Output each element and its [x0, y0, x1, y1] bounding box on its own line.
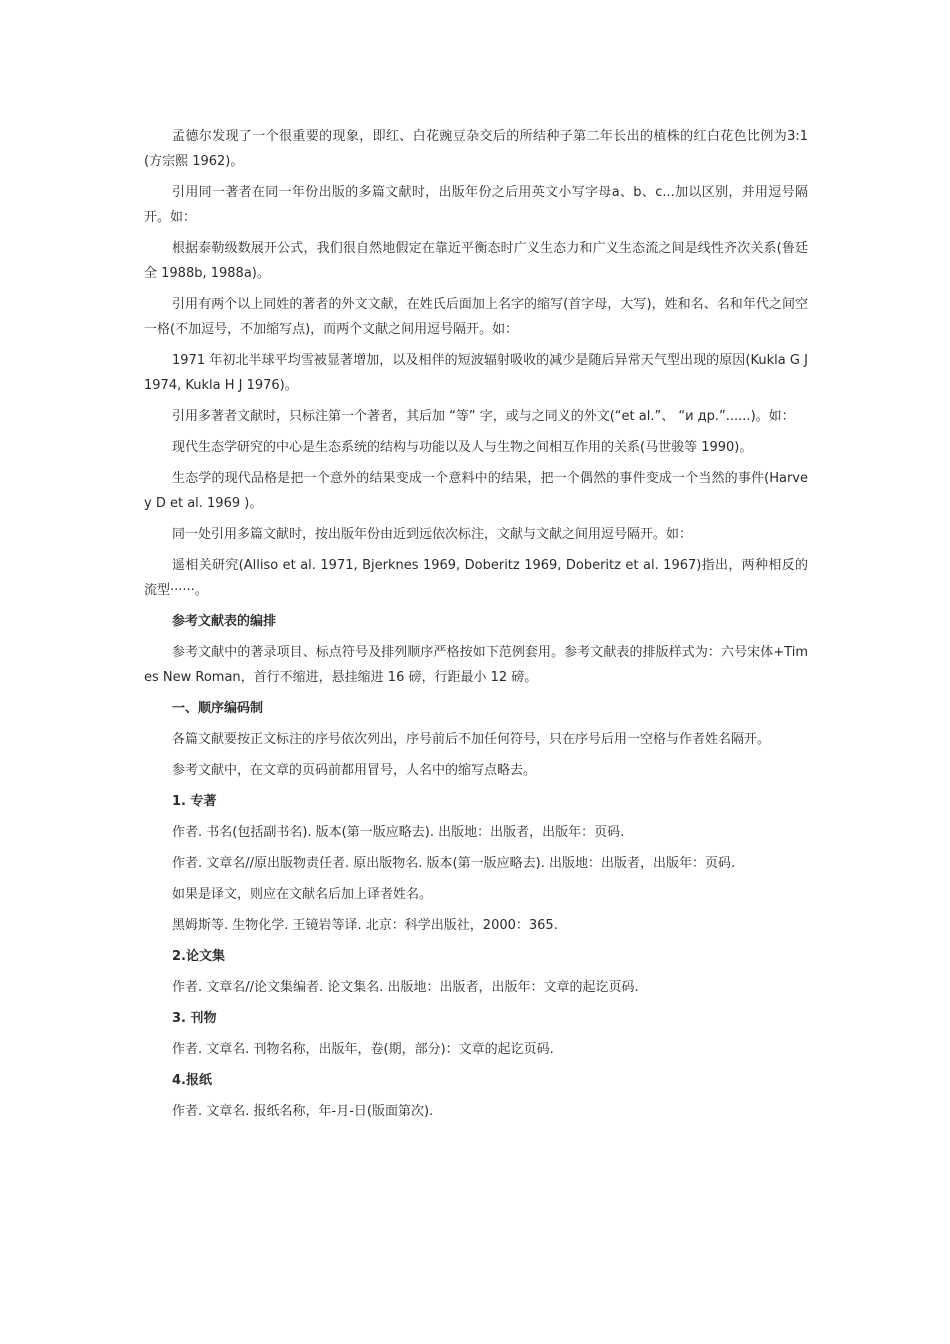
- paragraph: 生态学的现代品格是把一个意外的结果变成一个意料中的结果，把一个偶然的事件变成一个当然的事件(Harvey D et al. 1969 )。: [144, 471, 808, 511]
- reference-note: 如果是译文，则应在文献名后加上译者姓名。: [172, 887, 433, 902]
- paragraph: 根据泰勒级数展开公式，我们很自然地假定在靠近平衡态时广义生态力和广义生态流之间是线性齐次关系(鲁廷全 1988b, 1988a)。: [144, 241, 808, 281]
- reference-format: 作者. 文章名. 报纸名称，年-月-日(版面第次).: [172, 1104, 434, 1119]
- paragraph: 参考文献中的著录项目、标点符号及排列顺序严格按如下范例套用。参考文献表的排版样式为：六号宋体+Times New Roman，首行不缩进，悬挂缩进 16 磅，行距最小 12 磅。: [144, 645, 808, 685]
- paragraph: 遥相关研究(Alliso et al. 1971, Bjerknes 1969, Doberitz 1969, Doberitz et al. 1967)指出，两种相反的流型······。: [144, 558, 808, 598]
- reference-format: 作者. 文章名//原出版物责任者. 原出版物名. 版本(第一版应略去). 出版地：出版者，出版年：页码.: [172, 856, 736, 871]
- reference-example: 黑姆斯等. 生物化学. 王镜岩等译. 北京：科学出版社，2000：365.: [172, 918, 558, 933]
- subsection-heading: 2.论文集: [172, 949, 225, 964]
- subsection-heading: 1. 专著: [172, 794, 217, 809]
- paragraph: 引用有两个以上同姓的著者的外文文献，在姓氏后面加上名字的缩写(首字母，大写)，姓和名、名和年代之间空一格(不加逗号，不加缩写点)，而两个文献之间用逗号隔开。如：: [144, 297, 808, 337]
- paragraph: 各篇文献要按正文标注的序号依次列出，序号前后不加任何符号，只在序号后用一空格与作者姓名隔开。: [172, 732, 771, 747]
- paragraph: 引用同一著者在同一年份出版的多篇文献时，出版年份之后用英文小写字母a、b、c...加以区别，并用逗号隔开。如：: [144, 185, 808, 225]
- reference-format: 作者. 文章名//论文集编者. 论文集名. 出版地：出版者，出版年：文章的起讫页码.: [172, 980, 639, 995]
- reference-format: 作者. 文章名. 刊物名称，出版年，卷(期，部分)：文章的起讫页码.: [172, 1042, 554, 1057]
- section-heading: 参考文献表的编排: [172, 614, 277, 629]
- reference-format: 作者. 书名(包括副书名). 版本(第一版应略去). 出版地：出版者，出版年：页码.: [172, 825, 625, 840]
- section-heading: 一、顺序编码制: [172, 701, 264, 716]
- paragraph: 孟德尔发现了一个很重要的现象，即红、白花豌豆杂交后的所结种子第二年长出的植株的红白花色比例为3:1(方宗熙 1962)。: [144, 129, 808, 169]
- paragraph: 现代生态学研究的中心是生态系统的结构与功能以及人与生物之间相互作用的关系(马世骏等 1990)。: [172, 440, 753, 455]
- paragraph: 引用多著者文献时，只标注第一个著者，其后加 “等” 字，或与之同义的外文(“et al.”、 “и др.”......)。如：: [172, 409, 795, 424]
- paragraph: 参考文献中，在文章的页码前都用冒号，人名中的缩写点略去。: [172, 763, 537, 778]
- paragraph: 同一处引用多篇文献时，按出版年份由近到远依次标注，文献与文献之间用逗号隔开。如：: [172, 527, 693, 542]
- document-body: [144, 124, 808, 1130]
- subsection-heading: 4.报纸: [172, 1073, 212, 1088]
- subsection-heading: 3. 刊物: [172, 1011, 217, 1026]
- paragraph: 1971 年初北半球平均雪被显著增加，以及相伴的短波辐射吸收的减少是随后异常天气型出现的原因(Kukla G J 1974, Kukla H J 1976)。: [144, 353, 808, 393]
